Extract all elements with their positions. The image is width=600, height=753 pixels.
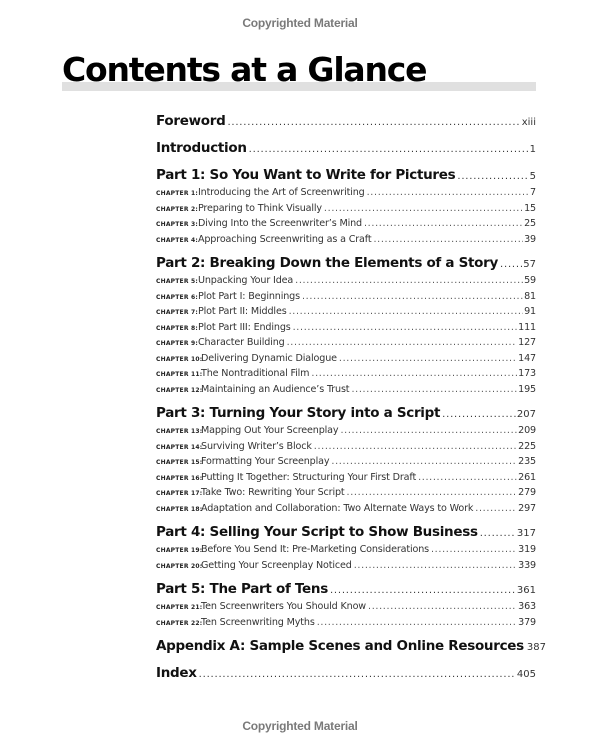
chapter-title: The Nontraditional Film: [201, 368, 310, 379]
chapter-title: Formatting Your Screenplay: [201, 456, 330, 467]
chapter-number: CHAPTER 9:: [156, 340, 198, 347]
dot-leader: [330, 585, 516, 596]
page-title-block: [62, 50, 536, 94]
dot-leader: [418, 472, 517, 483]
toc-page-number: 209: [518, 425, 536, 436]
toc-page-number: 173: [518, 368, 536, 379]
dot-leader: [475, 503, 517, 514]
chapter-title: Before You Send It: Pre-Marketing Considerations: [201, 544, 429, 555]
toc-chapter-6[interactable]: [156, 291, 536, 307]
chapter-number: CHAPTER 20:: [156, 562, 203, 570]
dot-leader: [339, 353, 517, 364]
dot-leader: [311, 368, 517, 379]
chapter-title: Plot Part II: Middles: [197, 306, 287, 317]
toc-page-number: 405: [516, 669, 536, 680]
dot-leader: [373, 234, 523, 245]
dot-leader: [354, 560, 517, 571]
toc-page-number: 127: [518, 337, 536, 348]
toc-chapter-1[interactable]: [156, 187, 536, 203]
toc-part-4[interactable]: [156, 524, 536, 544]
chapter-number: CHAPTER 11:: [156, 371, 203, 378]
chapter-number: CHAPTER 6:: [156, 293, 198, 301]
toc-entry-label: Foreword: [156, 113, 226, 129]
chapter-number: CHAPTER 17:: [156, 490, 203, 497]
toc-chapter-22[interactable]: [156, 617, 536, 633]
toc-chapter-9[interactable]: [156, 337, 536, 353]
toc-page-number: 81: [524, 290, 536, 302]
chapter-title: Delivering Dynamic Dialogue: [201, 352, 337, 364]
dot-leader: [368, 601, 517, 612]
dot-leader: [287, 337, 518, 348]
toc-page-number: xiii: [521, 117, 536, 128]
chapter-title: Surviving Writer’s Block: [201, 440, 312, 452]
toc-chapter-3[interactable]: [156, 218, 536, 234]
page-title: Contents at a Glance: [62, 50, 427, 89]
dot-leader: [314, 441, 517, 452]
dot-leader: [457, 171, 528, 182]
chapter-number: CHAPTER 12:: [156, 386, 203, 394]
dot-leader: [500, 259, 522, 270]
chapter-number: CHAPTER 19:: [156, 547, 203, 554]
chapter-title: Unpacking Your Idea: [197, 275, 294, 286]
toc-chapter-20[interactable]: [156, 560, 536, 576]
toc-part-1[interactable]: [156, 167, 536, 187]
toc-page-number: 39: [524, 233, 536, 245]
toc-entry-label: Appendix A: Sample Scenes and Online Resources: [156, 638, 524, 654]
toc-page-number: 5: [529, 171, 536, 182]
toc-chapter-19[interactable]: [156, 544, 536, 560]
toc-chapter-14[interactable]: [156, 441, 536, 457]
toc-page-number: 363: [518, 601, 536, 612]
toc-page-number: 147: [518, 352, 536, 364]
toc-entry-introduction[interactable]: [156, 140, 536, 160]
toc-page-number: 379: [518, 616, 536, 628]
toc-part-3[interactable]: [156, 405, 536, 425]
toc-part-5[interactable]: [156, 581, 536, 601]
chapter-number: CHAPTER 2:: [156, 205, 198, 213]
toc-entry-label: Index: [156, 665, 197, 681]
chapter-number: CHAPTER 8:: [156, 324, 198, 332]
chapter-title: Mapping Out Your Screenplay: [201, 425, 339, 436]
chapter-title: Diving Into the Screenwriter’s Mind: [197, 218, 362, 229]
toc-chapter-11[interactable]: [156, 368, 536, 384]
toc-page-number: 59: [524, 275, 536, 286]
table-of-contents: [156, 113, 546, 685]
toc-chapter-15[interactable]: [156, 456, 536, 472]
chapter-number: CHAPTER 4:: [156, 236, 198, 244]
toc-part-label: Part 4: Selling Your Script to Show Business: [156, 524, 478, 540]
dot-leader: [324, 203, 523, 214]
chapter-title: Adaptation and Collaboration: Two Alternate Ways to Work: [201, 502, 474, 514]
toc-page-number: 111: [518, 321, 536, 333]
chapter-title: Plot Part I: Beginnings: [197, 290, 300, 302]
chapter-title: Putting It Together: Structuring Your First Draft: [201, 471, 417, 483]
chapter-title: Take Two: Rewriting Your Script: [201, 487, 345, 498]
dot-leader: [249, 144, 529, 155]
dot-leader: [302, 291, 523, 302]
toc-entry-index[interactable]: [156, 665, 536, 685]
toc-page-number: 207: [516, 409, 536, 420]
copyright-watermark-bottom: Copyrighted Material: [242, 719, 358, 733]
chapter-number: CHAPTER 21:: [156, 604, 203, 611]
toc-page-number: 317: [516, 528, 536, 539]
toc-chapter-18[interactable]: [156, 503, 536, 519]
toc-entry-appendix-a[interactable]: [156, 638, 546, 658]
chapter-number: CHAPTER 16:: [156, 474, 203, 482]
dot-leader: [480, 528, 516, 539]
toc-page-number: 261: [518, 471, 536, 483]
toc-chapter-2[interactable]: [156, 203, 536, 219]
dot-leader: [331, 456, 517, 467]
dot-leader: [364, 218, 523, 229]
dot-leader: [317, 617, 517, 628]
chapter-number: CHAPTER 5:: [156, 278, 198, 285]
toc-chapter-4[interactable]: [156, 234, 536, 250]
dot-leader: [293, 322, 518, 333]
chapter-title: Ten Screenwriting Myths: [201, 616, 315, 628]
dot-leader: [289, 306, 524, 317]
toc-page-number: 387: [526, 642, 546, 653]
toc-entry-foreword[interactable]: [156, 113, 536, 133]
chapter-title: Character Building: [197, 337, 285, 348]
toc-page-number: 91: [524, 306, 536, 317]
chapter-number: CHAPTER 1:: [156, 190, 198, 197]
toc-chapter-16[interactable]: [156, 472, 536, 488]
chapter-number: CHAPTER 10:: [156, 355, 203, 363]
chapter-number: CHAPTER 18:: [156, 505, 203, 513]
toc-page-number: 7: [530, 187, 536, 198]
dot-leader: [295, 275, 523, 286]
chapter-number: CHAPTER 15:: [156, 459, 203, 466]
toc-page-number: 195: [518, 383, 536, 395]
toc-chapter-17[interactable]: [156, 487, 536, 503]
toc-page-number: 1: [529, 144, 536, 155]
dot-leader: [347, 487, 518, 498]
toc-chapter-10[interactable]: [156, 353, 536, 369]
toc-page-number: 279: [518, 487, 536, 498]
dot-leader: [340, 425, 517, 436]
chapter-title: Preparing to Think Visually: [197, 202, 322, 214]
toc-part-label: Part 5: The Part of Tens: [156, 581, 328, 597]
toc-chapter-7[interactable]: [156, 306, 536, 322]
toc-chapter-13[interactable]: [156, 425, 536, 441]
chapter-number: CHAPTER 22:: [156, 619, 203, 627]
chapter-title: Ten Screenwriters You Should Know: [201, 601, 367, 612]
chapter-number: CHAPTER 13:: [156, 428, 203, 435]
toc-page-number: 235: [518, 456, 536, 467]
toc-page-number: 297: [518, 502, 536, 514]
dot-leader: [431, 544, 517, 555]
chapter-title: Plot Part III: Endings: [197, 321, 291, 333]
dot-leader: [199, 669, 516, 680]
toc-chapter-5[interactable]: [156, 275, 536, 291]
chapter-number: CHAPTER 14:: [156, 443, 203, 451]
toc-part-label: Part 3: Turning Your Story into a Script: [156, 405, 441, 421]
dot-leader: [351, 384, 517, 395]
dot-leader: [367, 187, 529, 198]
chapter-number: CHAPTER 3:: [156, 221, 198, 228]
dot-leader: [442, 409, 516, 420]
toc-chapter-21[interactable]: [156, 601, 536, 617]
toc-part-label: Part 2: Breaking Down the Elements of a Story: [156, 255, 499, 271]
chapter-title: Introducing the Art of Screenwriting: [197, 187, 365, 198]
toc-page-number: 25: [524, 218, 536, 229]
toc-part-2[interactable]: [156, 255, 536, 275]
toc-page-number: 361: [516, 585, 536, 596]
dot-leader: [227, 117, 520, 128]
toc-page-number: 319: [518, 544, 536, 555]
chapter-title: Getting Your Screenplay Noticed: [201, 559, 352, 571]
toc-page-number: 57: [523, 259, 536, 270]
toc-chapter-12[interactable]: [156, 384, 536, 400]
toc-entry-label: Introduction: [156, 140, 247, 156]
toc-chapter-8[interactable]: [156, 322, 536, 338]
chapter-title: Approaching Screenwriting as a Craft: [197, 233, 372, 245]
toc-page-number: 339: [518, 559, 536, 571]
copyright-watermark-top: Copyrighted Material: [242, 16, 358, 30]
toc-page-number: 225: [518, 440, 536, 452]
toc-part-label: Part 1: So You Want to Write for Pictures: [156, 167, 456, 183]
chapter-title: Maintaining an Audience’s Trust: [201, 383, 350, 395]
toc-page-number: 15: [524, 202, 536, 214]
chapter-number: CHAPTER 7:: [156, 309, 198, 316]
